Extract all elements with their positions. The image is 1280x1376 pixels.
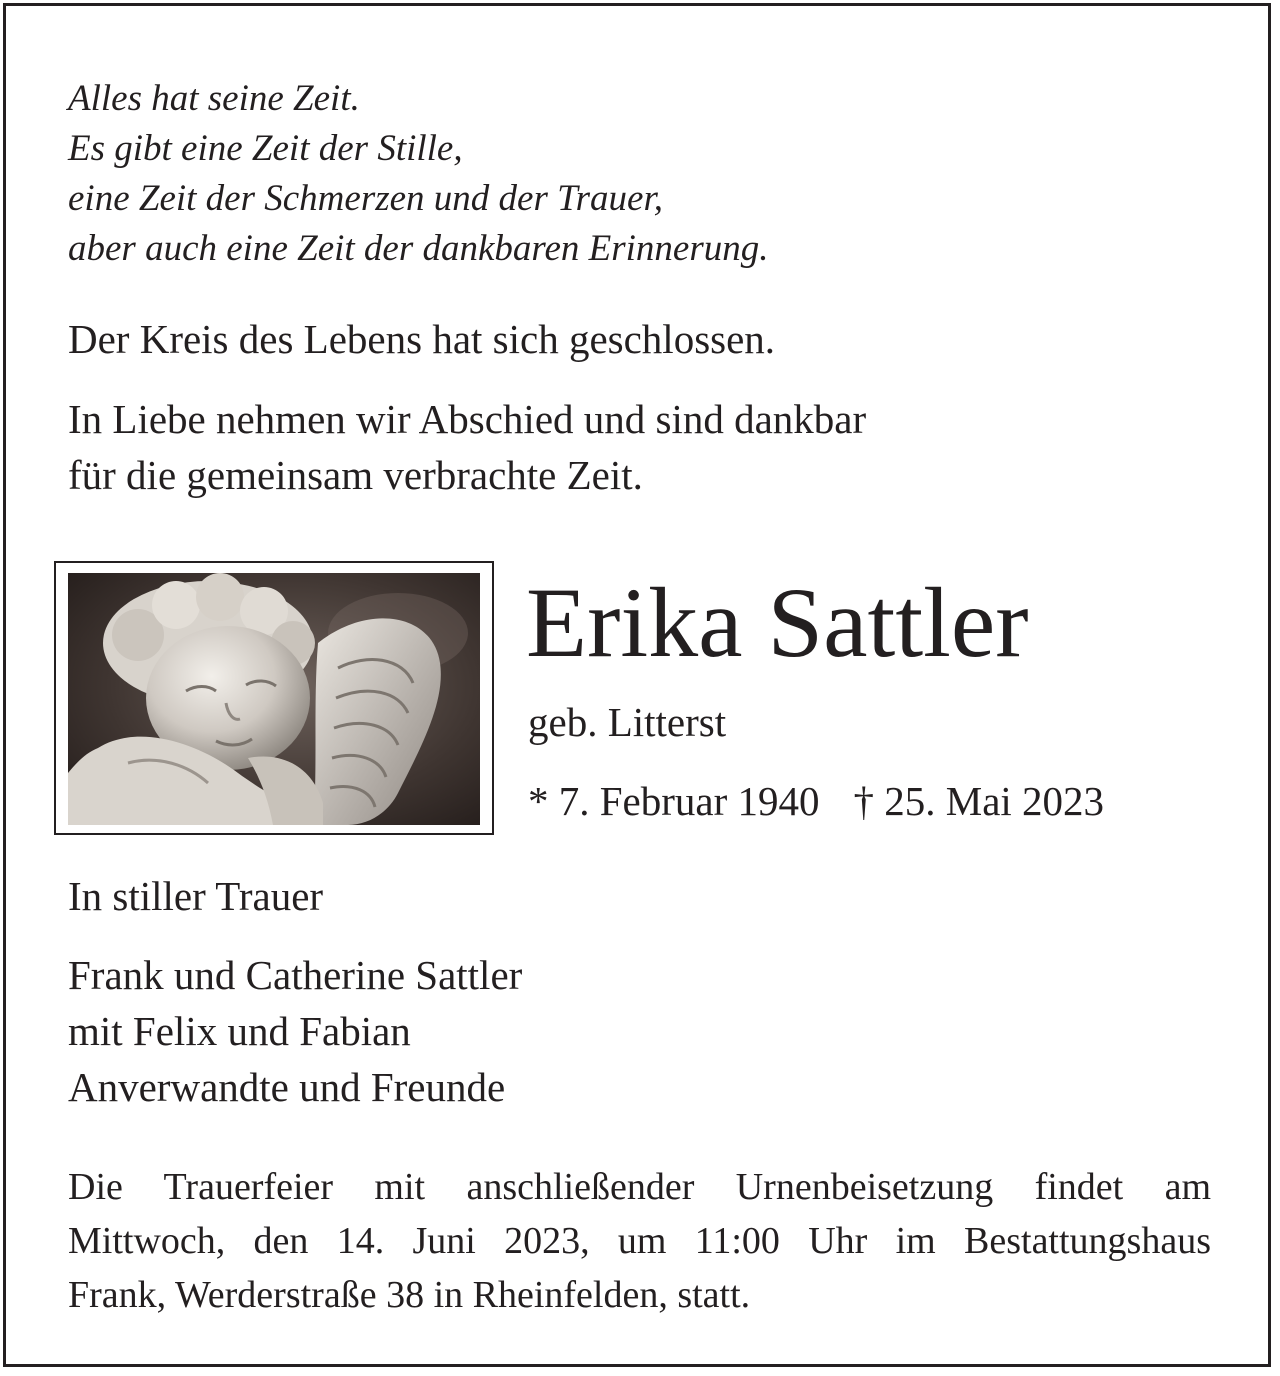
death-date: † 25. Mai 2023 (853, 778, 1105, 824)
mourner-line: mit Felix und Fabian (68, 1008, 411, 1054)
birth-date: * 7. Februar 1940 (528, 778, 820, 824)
notice-line: Die Trauerfeier mit anschließender Urnenbeisetzung findet am (68, 1166, 1211, 1208)
maiden-name: geb. Litterst (528, 699, 727, 745)
poem-line: eine Zeit der Schmerzen und der Trauer, (68, 178, 664, 219)
mourners-list (68, 947, 522, 1115)
notice-line: Mittwoch, den 14. Juni 2023, um 11:00 Uhr im Bestattungshaus (68, 1220, 1211, 1262)
poem-line: aber auch eine Zeit der dankbaren Erinnerung. (68, 228, 769, 269)
farewell-text (68, 391, 866, 503)
farewell-line: für die gemeinsam verbrachte Zeit. (68, 452, 643, 498)
mourning-heading: In stiller Trauer (68, 873, 324, 919)
life-dates (528, 773, 1104, 829)
poem (68, 74, 768, 274)
mourner-line: Anverwandte und Freunde (68, 1064, 506, 1110)
photo-frame (54, 561, 494, 835)
farewell-line: In Liebe nehmen wir Abschied und sind dankbar (68, 396, 867, 442)
circle-of-life-line: Der Kreis des Lebens hat sich geschlossen. (68, 316, 776, 362)
funeral-notice (68, 1160, 1211, 1322)
poem-line: Alles hat seine Zeit. (68, 78, 360, 119)
mourner-line: Frank und Catherine Sattler (68, 952, 523, 998)
poem-line: Es gibt eine Zeit der Stille, (68, 128, 463, 169)
angel-statue-photo (68, 573, 480, 825)
deceased-name: Erika Sattler (526, 567, 1029, 678)
notice-line: Frank, Werderstraße 38 in Rheinfelden, statt. (68, 1274, 751, 1316)
